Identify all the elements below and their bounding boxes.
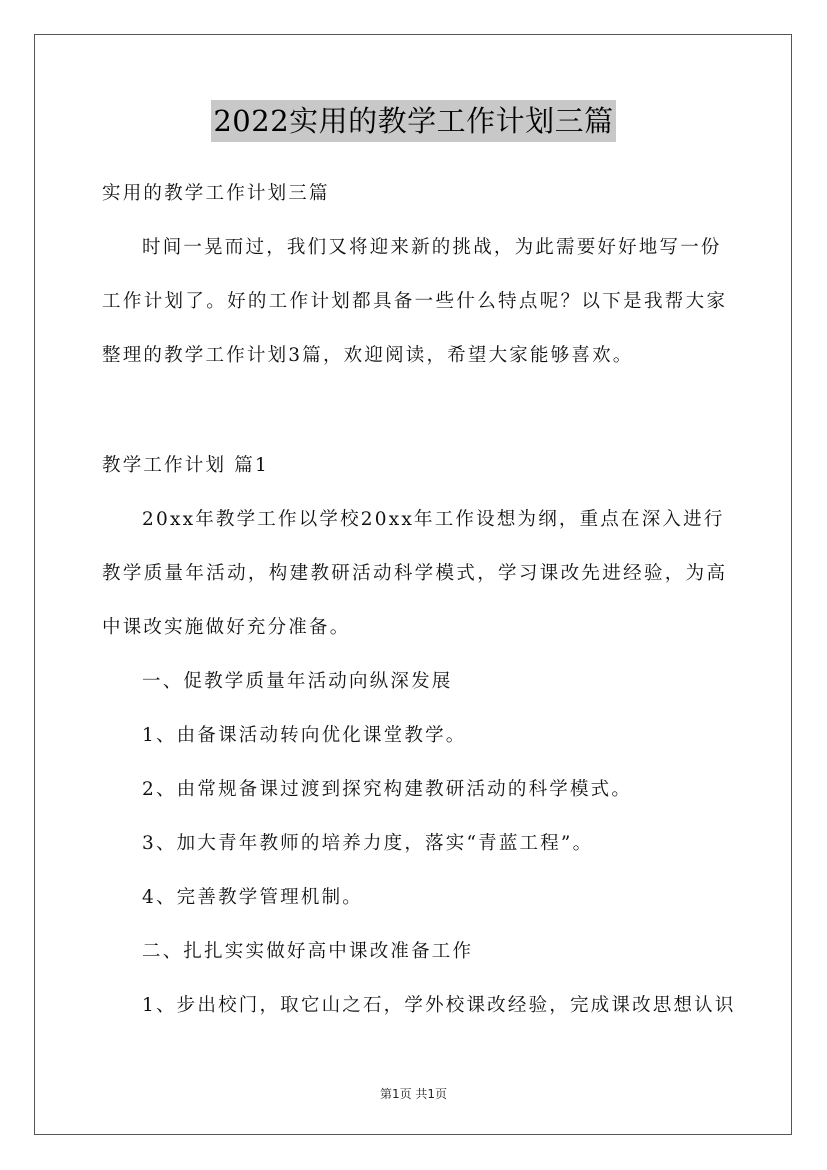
part1-item-3: 3、加大青年教师的培养力度，落实“青蓝工程”。	[142, 833, 594, 854]
part1-item-2: 2、由常规备课过渡到探究构建教研活动的科学模式。	[142, 779, 633, 800]
section-heading: 教学工作计划 篇1	[102, 455, 269, 476]
intro-line-2: 工作计划了。好的工作计划都具备一些什么特点呢？以下是我帮大家	[102, 291, 726, 312]
document-title-block	[0, 100, 827, 142]
intro-line-3: 整理的教学工作计划3篇，欢迎阅读，希望大家能够喜欢。	[102, 345, 634, 366]
section-para-line-3: 中课改实施做好充分准备。	[102, 617, 351, 638]
part1-heading: 一、促教学质量年活动向纵深发展	[142, 671, 453, 692]
part2-heading: 二、扎扎实实做好高中课改准备工作	[142, 941, 474, 962]
part1-item-4: 4、完善教学管理机制。	[142, 887, 363, 908]
document-title: 2022实用的教学工作计划三篇	[211, 100, 615, 142]
part1-item-1: 1、由备课活动转向优化课堂教学。	[142, 725, 467, 746]
page-footer: 第1页 共1页	[379, 1087, 448, 1101]
part2-item-1: 1、步出校门，取它山之石，学外校课改经验，完成课改思想认识	[142, 995, 736, 1016]
subtitle: 实用的教学工作计划三篇	[102, 183, 330, 204]
section-para-line-1: 20xx年教学工作以学校20xx年工作设想为纲，重点在深入进行	[142, 509, 725, 530]
intro-line-1: 时间一晃而过，我们又将迎来新的挑战，为此需要好好地写一份	[142, 237, 722, 258]
section-para-line-2: 教学质量年活动，构建教研活动科学模式，学习课改先进经验，为高	[102, 563, 726, 584]
